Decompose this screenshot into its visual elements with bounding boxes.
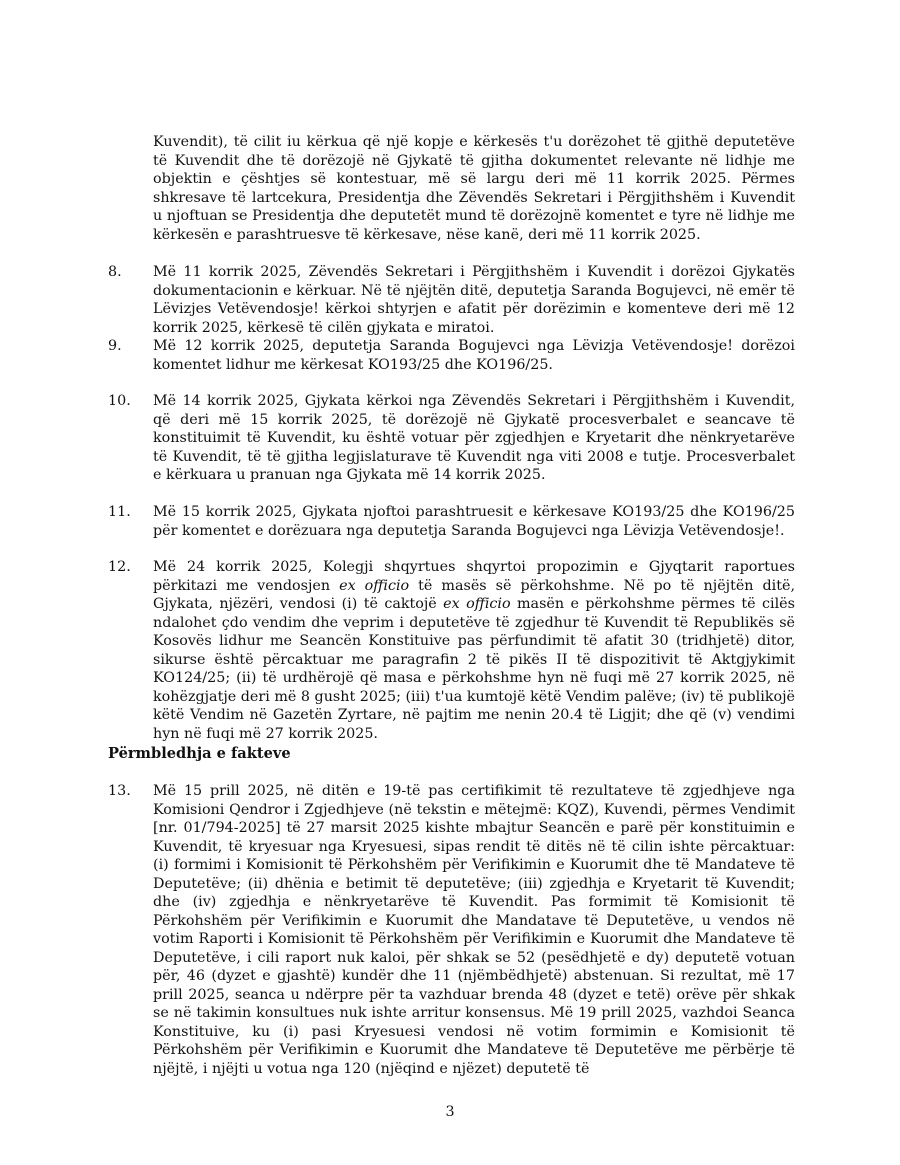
paragraph-number: 11.: [108, 504, 131, 520]
paragraph-10: [108, 392, 795, 485]
text-segment: të masës së përkohshme. Në po të njëjtën ditë, Gjykata, njëzëri, vendosi (i) të caktojë: [153, 577, 795, 612]
paragraph-text: Më 14 korrik 2025, Gjykata kërkoi nga Zëvendës Sekretari i Përgjithshëm i Kuvendit, që deri më 15 korrik 2025, të dorëzojë në Gjykatë procesverbalet e seancave të konstituimit të Kuvendit, ku është votuar për zgjedhjen e Kryetarit dhe nënkryetarëve të Kuvendit, të të gjitha legjislaturave të Kuvendit nga viti 2008 e tutje. Procesverbalet e kërkuara u pranuan nga Gjykata më 14 korrik 2025.: [153, 393, 795, 483]
paragraph-number: 9.: [108, 338, 122, 354]
paragraph-text: Më 15 korrik 2025, Gjykata njoftoi parashtruesit e kërkesave KO193/25 dhe KO196/25 për komentet e dorëzuara nga deputetja Saranda Bogujevci nga Lëvizja Vetëvendosje!.: [153, 504, 795, 539]
paragraph-11: [108, 503, 795, 540]
text-segment: Më 24 korrik 2025, Kolegji shqyrtues shqyrtoi propozimin e Gjyqtarit raportues përkitazi me vendosjen: [153, 559, 795, 594]
paragraph-number: 12.: [108, 559, 131, 575]
page-number: 3: [445, 1104, 455, 1120]
paragraph-8: [108, 263, 795, 337]
italic-term: ex officio: [443, 596, 511, 612]
text-segment: masën e përkohshme përmes të cilës ndalohet çdo vendim dhe veprim i deputetëve të zgjedhur të Kuvendit të Republikës së Kosovës lidhur me Seancën Konstituive pas përfundimit të afatit 30 (tridhjetë) ditor, sikurse është përcaktuar me paragrafin 2 të pikës II të dispozitivit të Aktgjykimit KO124/25; (ii) të urdhërojë që masa e përkohshme hyn në fuqi më 27 korrik 2025, në kohëzgjatje deri më 8 gusht 2025; (iii) t'ua kumtojë këtë Vendim palëve; (iv) të publikojë këtë Vendim në Gazetën Zyrtare, në pajtim me nenin 20.4 të Ligjit; dhe që (v) vendimi hyn në fuqi më 27 korrik 2025.: [153, 596, 795, 742]
italic-term: ex officio: [339, 577, 410, 594]
paragraph-text: Më 15 prill 2025, në ditën e 19-të pas certifikimit të rezultateve të zgjedhjeve nga Komisioni Qendror i Zgjedhjeve (në tekstin e mëtejmë: KQZ), Kuvendi, përmes Vendimit [nr. 01/794-2025] të 27 marsit 2025 kishte mbajtur Seancën e parë për konstituimin e Kuvendit, të kryesuar nga Kryesuesi, sipas rendit të ditës në të cilin ishte përcaktuar: (i) formimi i Komisionit të Përkohshëm për Verifikimin e Kuorumit dhe të Mandateve të Deputetëve; (ii) dhënia e betimit të deputetëve; (iii) zgjedhja e Kryetarit të Kuvendit; dhe (iv) zgjedhja e nënkryetarëve të Kuvendit. Pas formimit të Komisionit të Përkohshëm për Verifikimin e Kuorumit dhe Mandatave të Deputetëve, u vendos në votim Raporti i Komisionit të Përkohshëm për Verifikimin e Kuorumit dhe Mandateve të Deputetëve, i cili raport nuk kaloi, për shkak se 52 (pesëdhjetë e dy) deputetë votuan për, 46 (dyzet e gjashtë) kundër dhe 11 (njëmbëdhjetë) abstenuan. Si rezultat, më 17 prill 2025, seanca u ndërpre për ta vazhduar brenda 48 (dyzet e tetë) orëve për shkak se në takimin konsultues nuk ishte arritur konsensus. Më 19 prill 2025, vazhdoi Seanca Konstituive, ku (i) pasi Kryesuesi vendosi në votim formimin e Komisionit të Përkohshëm për Verifikimin e Kuorumit dhe Mandateve të Deputetëve me përbërje të njëjtë, i njëjti u votua nga 120 (njëqind e njëzet) deputetë të: [153, 783, 795, 1077]
paragraph-number: 13.: [108, 783, 131, 799]
paragraph-text: Më 12 korrik 2025, deputetja Saranda Bogujevci nga Lëvizja Vetëvendosje! dorëzoi komentet lidhur me kërkesat KO193/25 dhe KO196/25.: [153, 338, 795, 373]
continuation-paragraph: Kuvendit), të cilit iu kërkua që një kopje e kërkesës t'u dorëzohet të gjithë deputetëve të Kuvendit dhe të dorëzojë në Gjykatë të gjitha dokumentet relevante në lidhje me objektin e çështjes së kontestuar, më së largu deri më 11 korrik 2025. Përmes shkresave të lartcekura, Presidentja dhe Zëvendës Sekretari i Përgjithshëm i Kuvendit u njoftuan se Presidentja dhe deputetët mund të dorëzojnë komentet e tyre në lidhje me kërkesën e parashtruesve të kërkesave, nëse kanë, deri më 11 korrik 2025.: [153, 134, 795, 243]
paragraph-12: [108, 558, 795, 743]
paragraph-text: Më 11 korrik 2025, Zëvendës Sekretari i Përgjithshëm i Kuvendit i dorëzoi Gjykatës dokumentacionin e kërkuar. Në të njëjtën ditë, deputetja Saranda Bogujevci, në emër të Lëvizjes Vetëvendosje! kërkoi shtyrjen e afatit për dorëzimin e komenteve deri më 12 korrik 2025, kërkesë të cilën gjykata e miratoi.: [153, 264, 795, 336]
paragraph-text: [153, 558, 795, 743]
paragraph-13: [108, 782, 795, 1078]
paragraph-9: [108, 337, 795, 374]
paragraph-number: 10.: [108, 393, 131, 409]
section-heading: Përmbledhja e fakteve: [108, 745, 291, 762]
paragraph-number: 8.: [108, 264, 122, 280]
